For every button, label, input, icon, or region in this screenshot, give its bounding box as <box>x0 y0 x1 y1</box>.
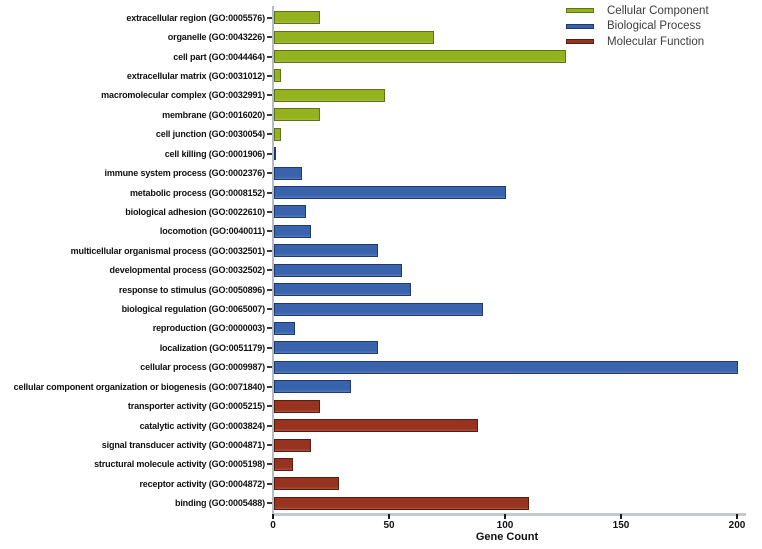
bar <box>274 322 295 335</box>
category-label: locomotion (GO:0040011) <box>159 226 265 237</box>
bar <box>274 147 276 160</box>
x-tick-label: 150 <box>612 520 630 531</box>
bar <box>274 303 483 316</box>
bar <box>274 497 529 510</box>
category-label: catalytic activity (GO:0003824) <box>139 420 265 431</box>
bar-row <box>0 47 762 66</box>
bar-row <box>0 144 762 163</box>
bar <box>274 89 385 102</box>
x-tick-label: 200 <box>728 520 746 531</box>
category-label: localization (GO:0051179) <box>159 342 265 353</box>
legend-swatch <box>566 24 594 29</box>
x-axis-tick <box>620 514 622 519</box>
category-label: multicellular organismal process (GO:0032501) <box>70 245 265 256</box>
bar-row <box>0 416 762 435</box>
bar <box>274 186 506 199</box>
category-label: macromolecular complex (GO:0032991) <box>101 90 265 101</box>
legend-swatch <box>566 8 594 13</box>
bar-row <box>0 435 762 454</box>
bar <box>274 69 281 82</box>
category-label: reproduction (GO:0000003) <box>152 323 265 334</box>
bar-row <box>0 260 762 279</box>
category-label: immune system process (GO:0002376) <box>104 168 265 179</box>
bar <box>274 458 293 471</box>
bar <box>274 50 566 63</box>
legend-swatch <box>566 39 594 44</box>
category-label: transporter activity (GO:0005215) <box>127 401 265 412</box>
bar <box>274 244 378 257</box>
x-axis-line <box>272 513 746 516</box>
legend-item <box>566 19 701 34</box>
x-tick-label: 0 <box>270 520 276 531</box>
legend-label: Molecular Function <box>607 35 705 48</box>
category-label: cell killing (GO:0001906) <box>164 148 265 159</box>
bar-row <box>0 202 762 221</box>
bar <box>274 264 402 277</box>
bar <box>274 361 738 374</box>
legend-label: Biological Process <box>607 20 701 32</box>
bar-row <box>0 299 762 318</box>
category-label: receptor activity (GO:0004872) <box>139 478 265 489</box>
x-axis-tick <box>736 514 738 519</box>
bar <box>274 477 339 490</box>
bar <box>274 205 306 218</box>
category-label: extracellular matrix (GO:0031012) <box>126 70 265 81</box>
category-label: extracellular region (GO:0005576) <box>126 12 265 23</box>
category-label: structural molecule activity (GO:0005198) <box>94 459 265 470</box>
y-axis-line <box>272 6 274 514</box>
category-label: biological regulation (GO:0065007) <box>121 304 265 315</box>
bar-row <box>0 474 762 493</box>
category-label: signal transducer activity (GO:0004871) <box>101 440 265 450</box>
category-label: cellular component organization or biogenesis (GO:0071840) <box>13 381 265 392</box>
bar <box>274 167 302 180</box>
bar-row <box>0 125 762 144</box>
x-tick-label: 50 <box>383 520 395 531</box>
bar-row <box>0 494 762 513</box>
category-label: cell junction (GO:0030054) <box>155 129 265 140</box>
bar <box>274 341 378 354</box>
category-label: cell part (GO:0044464) <box>173 51 265 62</box>
legend-item <box>566 34 704 49</box>
category-label: membrane (GO:0016020) <box>162 109 265 120</box>
bar <box>274 11 320 24</box>
bar-row <box>0 66 762 85</box>
bar <box>274 419 478 432</box>
bar-row <box>0 105 762 124</box>
bar-row <box>0 377 762 396</box>
bar <box>274 225 311 238</box>
bar-row <box>0 280 762 299</box>
bar-row <box>0 222 762 241</box>
bar-row <box>0 319 762 338</box>
category-label: developmental process (GO:0032502) <box>109 265 265 276</box>
bar <box>274 400 320 413</box>
bar <box>274 283 411 296</box>
x-axis-tick <box>504 514 506 519</box>
bar-row <box>0 455 762 474</box>
bar-row <box>0 241 762 260</box>
bar-row <box>0 396 762 415</box>
category-label: organelle (GO:0043226) <box>167 32 265 43</box>
category-label: binding (GO:0005488) <box>174 498 265 509</box>
bar-row <box>0 183 762 202</box>
bar-row <box>0 358 762 377</box>
x-axis-tick <box>388 514 390 519</box>
bar-row <box>0 338 762 357</box>
legend-label: Cellular Component <box>607 4 709 17</box>
bar-row <box>0 163 762 182</box>
category-label: metabolic process (GO:0008152) <box>129 187 265 198</box>
bar <box>274 380 351 393</box>
bar <box>274 31 434 44</box>
bar <box>274 439 311 452</box>
category-label: biological adhesion (GO:0022610) <box>125 206 265 217</box>
bar <box>274 128 281 141</box>
x-axis-tick <box>272 514 274 519</box>
legend-item <box>566 3 709 18</box>
category-label: response to stimulus (GO:0050896) <box>118 284 265 295</box>
bar <box>274 108 320 121</box>
x-axis-title: Gene Count <box>475 531 539 543</box>
x-tick-label: 100 <box>496 520 514 531</box>
bar-row <box>0 86 762 105</box>
category-label: cellular process (GO:0009987) <box>140 362 265 373</box>
